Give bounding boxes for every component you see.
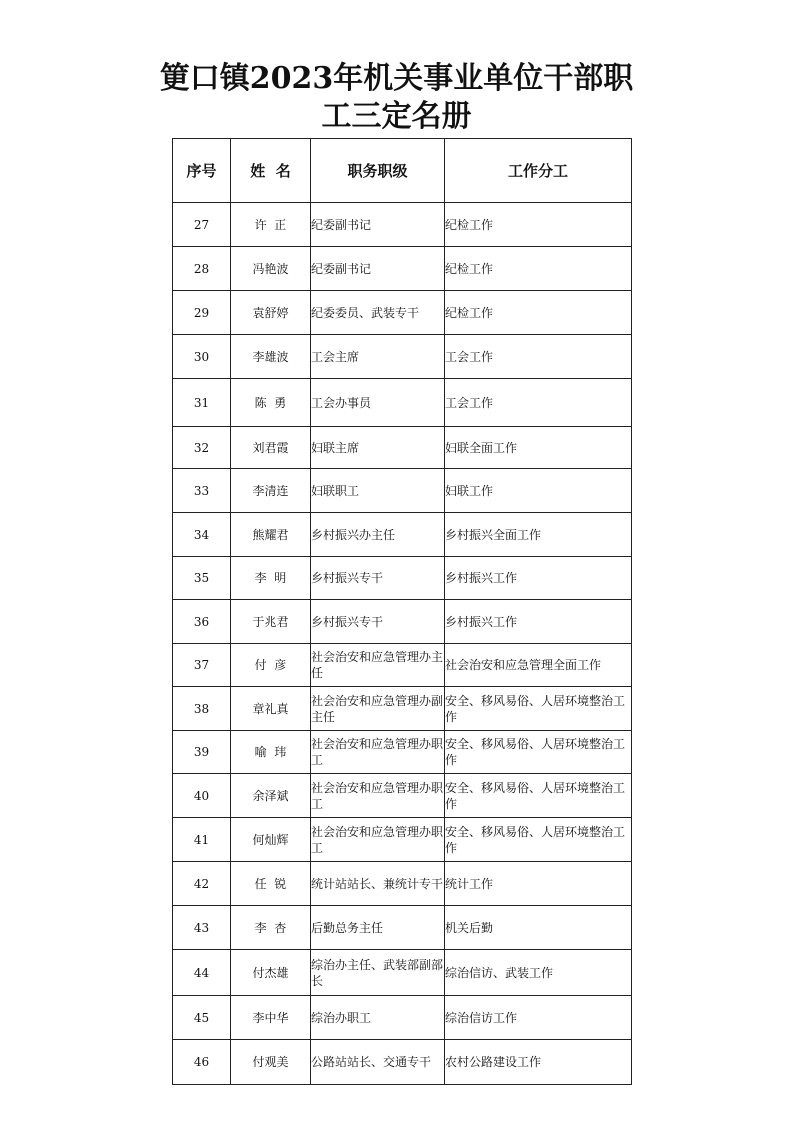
- table-body: [173, 203, 632, 1085]
- table-row: [173, 247, 632, 291]
- cell-seq: 31: [173, 379, 231, 427]
- document-title-line-1: 筻口镇2023年机关事业单位干部职: [159, 61, 634, 96]
- cell-seq: 33: [173, 469, 231, 513]
- table-row: [173, 513, 632, 557]
- cell-seq: 45: [173, 996, 231, 1040]
- cell-duty: 妇联工作: [445, 469, 632, 513]
- table-row: [173, 687, 632, 731]
- cell-name: 李雄波: [231, 335, 311, 379]
- cell-position: 纪委副书记: [311, 203, 445, 247]
- table-row: [173, 1040, 632, 1085]
- cell-duty: 统计工作: [445, 862, 632, 906]
- cell-name: 李 杏: [231, 906, 311, 950]
- cell-seq: 38: [173, 687, 231, 731]
- cell-seq: 36: [173, 600, 231, 644]
- cell-name: 冯艳波: [231, 247, 311, 291]
- cell-duty: 安全、移风易俗、人居环境整治工作: [445, 774, 632, 818]
- cell-duty: 综治信访、武装工作: [445, 950, 632, 996]
- cell-seq: 41: [173, 818, 231, 862]
- cell-position: 纪委委员、武装专干: [311, 291, 445, 335]
- cell-position: 妇联职工: [311, 469, 445, 513]
- cell-duty: 乡村振兴工作: [445, 557, 632, 600]
- cell-name: 付观美: [231, 1040, 311, 1085]
- header-seq: 序号: [173, 139, 231, 203]
- cell-name: 李清连: [231, 469, 311, 513]
- table-header: [173, 139, 632, 203]
- cell-duty: 社会治安和应急管理全面工作: [445, 644, 632, 687]
- cell-name: 刘君霞: [231, 427, 311, 469]
- cell-duty: 纪检工作: [445, 203, 632, 247]
- table-row: [173, 862, 632, 906]
- cell-position: 乡村振兴专干: [311, 557, 445, 600]
- cell-seq: 34: [173, 513, 231, 557]
- cell-name: 袁舒婷: [231, 291, 311, 335]
- table-row: [173, 950, 632, 996]
- cell-seq: 43: [173, 906, 231, 950]
- cell-seq: 46: [173, 1040, 231, 1085]
- cell-name: 余泽斌: [231, 774, 311, 818]
- cell-duty: 安全、移风易俗、人居环境整治工作: [445, 731, 632, 774]
- table-row: [173, 335, 632, 379]
- cell-position: 社会治安和应急管理办职工: [311, 731, 445, 774]
- cell-position: 乡村振兴专干: [311, 600, 445, 644]
- cell-position: 社会治安和应急管理办职工: [311, 818, 445, 862]
- cell-seq: 37: [173, 644, 231, 687]
- cell-seq: 42: [173, 862, 231, 906]
- cell-duty: 工会工作: [445, 379, 632, 427]
- cell-seq: 29: [173, 291, 231, 335]
- cell-position: 工会办事员: [311, 379, 445, 427]
- cell-name: 李 明: [231, 557, 311, 600]
- table-row: [173, 644, 632, 687]
- cell-name: 李中华: [231, 996, 311, 1040]
- cell-position: 纪委副书记: [311, 247, 445, 291]
- cell-name: 任 锐: [231, 862, 311, 906]
- table-row: [173, 996, 632, 1040]
- table-row: [173, 379, 632, 427]
- cell-position: 综治办主任、武装部副部长: [311, 950, 445, 996]
- cell-seq: 35: [173, 557, 231, 600]
- cell-name: 许 正: [231, 203, 311, 247]
- cell-name: 陈 勇: [231, 379, 311, 427]
- cell-duty: 纪检工作: [445, 291, 632, 335]
- table-row: [173, 203, 632, 247]
- cell-seq: 30: [173, 335, 231, 379]
- table-row: [173, 818, 632, 862]
- header-name: 姓 名: [231, 139, 311, 203]
- cell-name: 何灿辉: [231, 818, 311, 862]
- document-title-line-2: 工三定名册: [321, 99, 472, 134]
- header-duty: 工作分工: [445, 139, 632, 203]
- table-row: [173, 291, 632, 335]
- cell-name: 于兆君: [231, 600, 311, 644]
- cell-duty: 综治信访工作: [445, 996, 632, 1040]
- cell-position: 后勤总务主任: [311, 906, 445, 950]
- cell-position: 公路站站长、交通专干: [311, 1040, 445, 1085]
- cell-duty: 纪检工作: [445, 247, 632, 291]
- cell-name: 章礼真: [231, 687, 311, 731]
- cell-duty: 乡村振兴工作: [445, 600, 632, 644]
- cell-name: 喻 玮: [231, 731, 311, 774]
- cell-seq: 27: [173, 203, 231, 247]
- header-position: 职务职级: [311, 139, 445, 203]
- table-row: [173, 731, 632, 774]
- cell-position: 综治办职工: [311, 996, 445, 1040]
- cell-name: 付杰雄: [231, 950, 311, 996]
- cell-position: 乡村振兴办主任: [311, 513, 445, 557]
- table-row: [173, 469, 632, 513]
- cell-seq: 28: [173, 247, 231, 291]
- cell-seq: 39: [173, 731, 231, 774]
- cell-position: 社会治安和应急管理办职工: [311, 774, 445, 818]
- cell-name: 付 彦: [231, 644, 311, 687]
- cell-duty: 安全、移风易俗、人居环境整治工作: [445, 687, 632, 731]
- header-row: [173, 139, 632, 203]
- cell-duty: 乡村振兴全面工作: [445, 513, 632, 557]
- cell-seq: 40: [173, 774, 231, 818]
- cell-duty: 妇联全面工作: [445, 427, 632, 469]
- cell-seq: 32: [173, 427, 231, 469]
- cell-seq: 44: [173, 950, 231, 996]
- table-row: [173, 600, 632, 644]
- cell-position: 社会治安和应急管理办主任: [311, 644, 445, 687]
- cell-name: 熊耀君: [231, 513, 311, 557]
- table-row: [173, 906, 632, 950]
- staff-roster-table: [172, 138, 632, 1085]
- cell-position: 统计站站长、兼统计专干: [311, 862, 445, 906]
- cell-duty: 安全、移风易俗、人居环境整治工作: [445, 818, 632, 862]
- table-row: [173, 427, 632, 469]
- table-row: [173, 774, 632, 818]
- cell-position: 妇联主席: [311, 427, 445, 469]
- cell-position: 社会治安和应急管理办副主任: [311, 687, 445, 731]
- table-row: [173, 557, 632, 600]
- cell-position: 工会主席: [311, 335, 445, 379]
- cell-duty: 工会工作: [445, 335, 632, 379]
- cell-duty: 农村公路建设工作: [445, 1040, 632, 1085]
- cell-duty: 机关后勤: [445, 906, 632, 950]
